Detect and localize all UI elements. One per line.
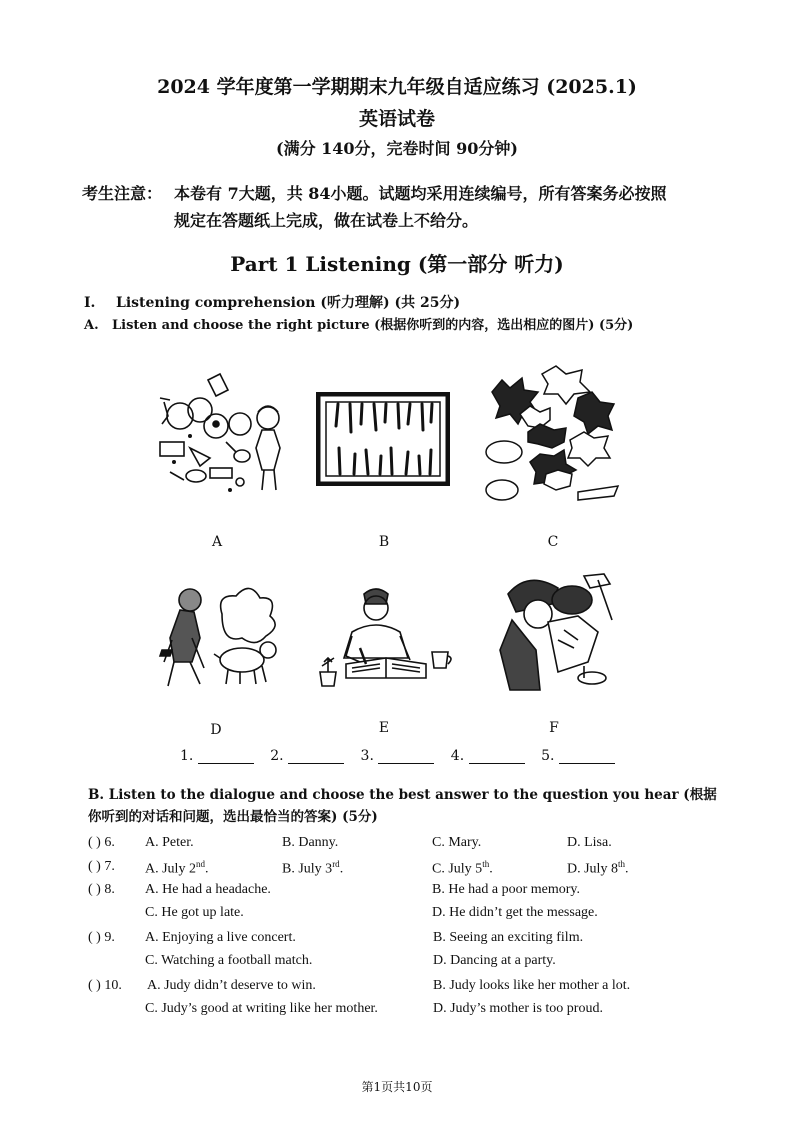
man-writing-diary-picture [312, 584, 456, 692]
comic-sound-effects-picture [482, 362, 628, 508]
section-1-heading [84, 292, 460, 312]
blank-label: 5. [541, 748, 555, 764]
option-sup: nd [195, 859, 205, 869]
section-1-text: Listening comprehension (听力理解) (共 25分) [116, 295, 461, 311]
section-1-num: I. [84, 295, 96, 311]
option-sup: th [482, 859, 490, 869]
question-8-option-a[interactable]: A. He had a headache. [145, 882, 271, 897]
blank-4[interactable] [451, 748, 525, 764]
question-8-num: ( ) 8. [88, 882, 115, 897]
notice-label: 考生注意： [82, 184, 163, 203]
exam-notice [82, 180, 732, 234]
picture-letter-a: A [211, 534, 223, 550]
answer-blanks [180, 748, 627, 764]
option-text: A. July 2 [145, 861, 196, 877]
question-7-option-d[interactable]: D. July 8th. [567, 859, 629, 877]
question-6-num: ( ) 6. [88, 835, 115, 850]
option-text: B. July 3 [282, 861, 333, 877]
picture-letter-c: C [547, 534, 559, 550]
question-6-option-b[interactable]: B. Danny. [282, 835, 339, 850]
question-10-option-c[interactable]: C. Judy’s good at writing like her mother. [145, 1001, 378, 1016]
question-6-option-a[interactable]: A. Peter. [145, 835, 194, 850]
blank-3[interactable] [361, 748, 435, 764]
picture-letter-f: F [549, 720, 559, 736]
question-7-option-c[interactable]: C. July 5th. [432, 859, 493, 877]
question-9-option-c[interactable]: C. Watching a football match. [145, 953, 313, 968]
question-8-option-c[interactable]: C. He got up late. [145, 905, 244, 920]
question-10-option-d[interactable]: D. Judy’s mother is too proud. [433, 1001, 603, 1016]
question-9-num: ( ) 9. [88, 930, 115, 945]
blank-label: 4. [450, 748, 465, 764]
notice-line1: 本卷有 7大题，共 84小题。试题均采用连续编号，所有答案务必按照 [174, 184, 667, 203]
question-6-option-d[interactable]: D. Lisa. [567, 835, 612, 850]
blank-label: 1. [180, 748, 194, 764]
dentist-patient-picture [488, 570, 618, 694]
section-a-num: A. [84, 318, 99, 333]
question-7-num: ( ) 7. [88, 859, 115, 874]
question-7-option-a[interactable]: A. July 2nd. [145, 859, 209, 877]
question-8-option-d[interactable]: D. He didn’t get the message. [432, 905, 598, 920]
blank-2[interactable] [270, 748, 344, 764]
question-10-option-a[interactable]: A. Judy didn’t deserve to win. [147, 978, 316, 993]
score-time: (满分 140分，完卷时间 90分钟) [276, 139, 518, 158]
picture-letter-b: B [378, 534, 390, 550]
option-sup: th [617, 859, 625, 869]
section-b-heading: B. Listen to the dialogue and choose the best answer to the question you hear (根据你听到的对话和问题，选出最恰当的答案) (5分) [88, 787, 717, 825]
option-sup: rd [332, 859, 340, 869]
option-text: C. July 5 [432, 861, 483, 877]
question-8-option-b[interactable]: B. He had a poor memory. [432, 882, 580, 897]
question-10-num: ( ) 10. [88, 978, 122, 993]
section-a-heading [84, 314, 633, 333]
framed-bars-picture [316, 392, 450, 486]
exam-title: 2024 学年度第一学期期末九年级自适应练习 (2025.1) [157, 76, 637, 98]
boy-with-dog-picture [152, 580, 282, 690]
blank-1[interactable] [180, 748, 254, 764]
part-title: Part 1 Listening (第一部分 听力) [230, 252, 564, 276]
question-6-option-c[interactable]: C. Mary. [432, 835, 482, 850]
question-9-option-a[interactable]: A. Enjoying a live concert. [145, 930, 296, 945]
blank-5[interactable] [541, 748, 615, 764]
subject-title: 英语试卷 [358, 108, 435, 130]
question-9-option-d[interactable]: D. Dancing at a party. [433, 953, 556, 968]
page-footer: 第1页共10页 [361, 1080, 433, 1094]
messy-room-girl-picture [150, 372, 290, 502]
question-7-option-b[interactable]: B. July 3rd. [282, 859, 344, 877]
blank-label: 2. [270, 748, 284, 764]
option-text: D. July 8 [567, 861, 618, 877]
question-9-option-b[interactable]: B. Seeing an exciting film. [433, 930, 584, 945]
picture-letter-e: E [378, 720, 390, 736]
section-a-text: Listen and choose the right picture (根据你听到的内容，选出相应的图片) (5分) [112, 318, 634, 333]
blank-label: 3. [360, 748, 374, 764]
notice-line2: 规定在答题纸上完成，做在试卷上不给分。 [174, 211, 479, 230]
picture-letter-d: D [210, 722, 222, 738]
question-10-option-b[interactable]: B. Judy looks like her mother a lot. [433, 978, 631, 993]
